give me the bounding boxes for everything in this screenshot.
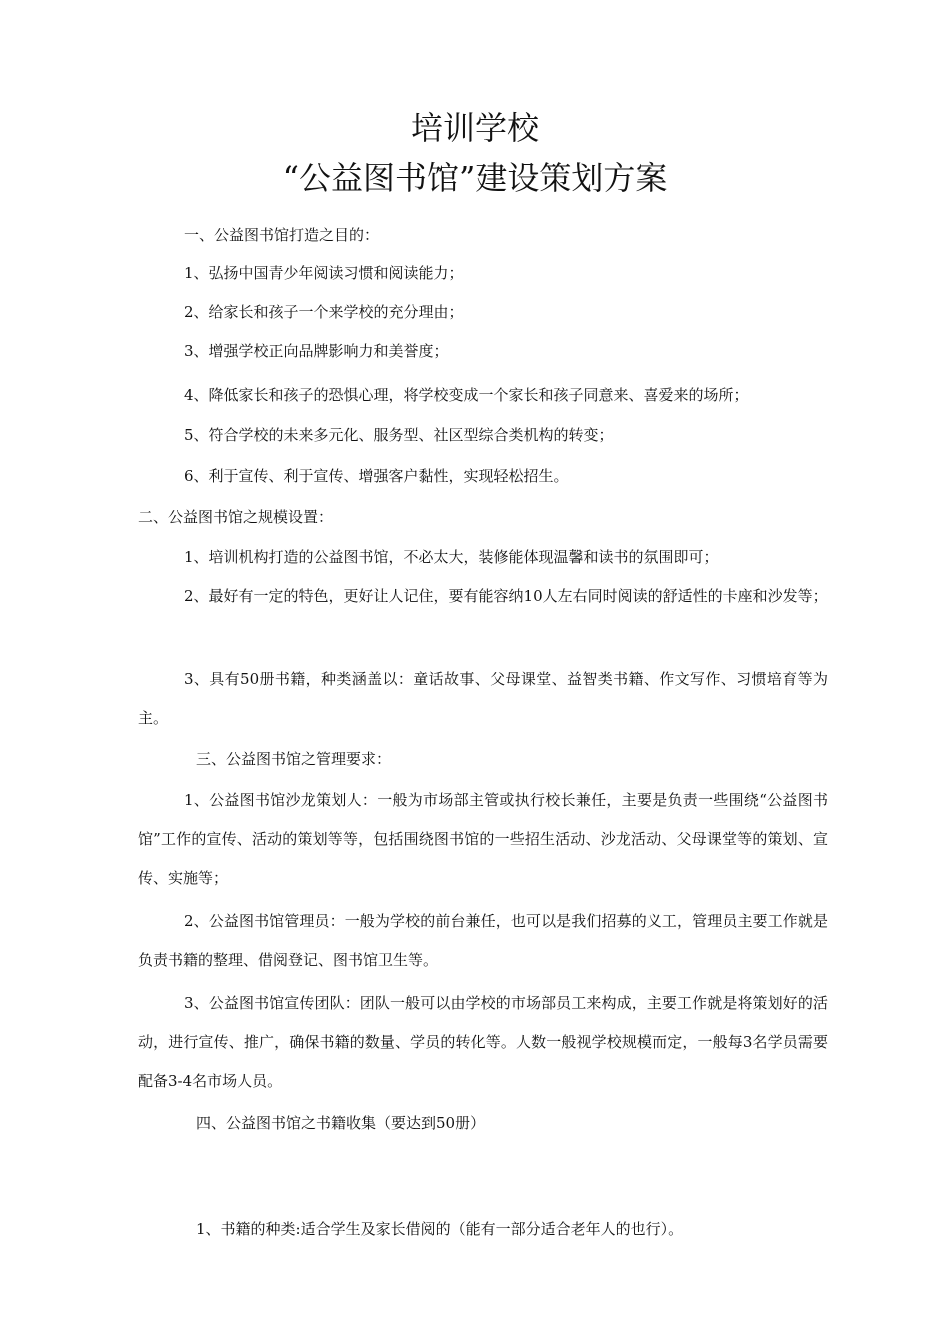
section4-item-1: 1、书籍的种类:适合学生及家长借阅的（能有一部分适合老年人的也行）。	[196, 1220, 684, 1238]
section1-item-4: 4、降低家长和孩子的恐惧心理，将学校变成一个家长和孩子同意来、喜爱来的场所；	[184, 386, 749, 404]
section2-item-2: 2、最好有一定的特色，更好让人记住，要有能容纳10人左右同时阅读的舒适性的卡座和沙发等；	[184, 587, 828, 605]
document-title-line1: 培训学校	[410, 109, 539, 147]
section1-item-5: 5、符合学校的未来多元化、服务型、社区型综合类机构的转变；	[184, 426, 614, 444]
document-title-line2: “公益图书馆”建设策划方案	[282, 159, 668, 197]
section1-item-1: 1、弘扬中国青少年阅读习惯和阅读能力；	[184, 264, 464, 282]
section1-heading: 一、公益图书馆打造之目的：	[184, 226, 380, 244]
section3-item-2: 2、公益图书馆管理员：一般为学校的前台兼任，也可以是我们招募的义工，管理员主要工作就是负责书籍的整理、借阅登记、图书馆卫生等。	[138, 912, 828, 969]
section2-heading: 二、公益图书馆之规模设置：	[138, 508, 334, 526]
section4-heading: 四、公益图书馆之书籍收集（要达到50册）	[196, 1114, 486, 1132]
section1-item-3: 3、增强学校正向品牌影响力和美誉度；	[184, 342, 449, 360]
section1-item-6: 6、利于宣传、利于宣传、增强客户黏性，实现轻松招生。	[184, 467, 569, 485]
section2-item-1: 1、培训机构打造的公益图书馆，不必太大，装修能体现温馨和读书的氛围即可；	[184, 548, 719, 566]
section3-heading: 三、公益图书馆之管理要求：	[196, 750, 392, 768]
section3-item-3: 3、公益图书馆宣传团队：团队一般可以由学校的市场部员工来构成，主要工作就是将策划好的活动，进行宣传、推广，确保书籍的数量、学员的转化等。人数一般视学校规模而定，一般每3名学员需要配备3-4名市场人员。	[138, 994, 828, 1090]
section2-item-3: 3、具有50册书籍，种类涵盖以：童话故事、父母课堂、益智类书籍、作文写作、习惯培育等为主。	[138, 670, 828, 727]
section3-item-1: 1、公益图书馆沙龙策划人：一般为市场部主管或执行校长兼任，主要是负责一些围绕“公益图书馆”工作的宣传、活动的策划等等，包括围绕图书馆的一些招生活动、沙龙活动、父母课堂等的策划、宣传、实施等；	[138, 791, 828, 887]
section1-item-2: 2、给家长和孩子一个来学校的充分理由；	[184, 303, 464, 321]
